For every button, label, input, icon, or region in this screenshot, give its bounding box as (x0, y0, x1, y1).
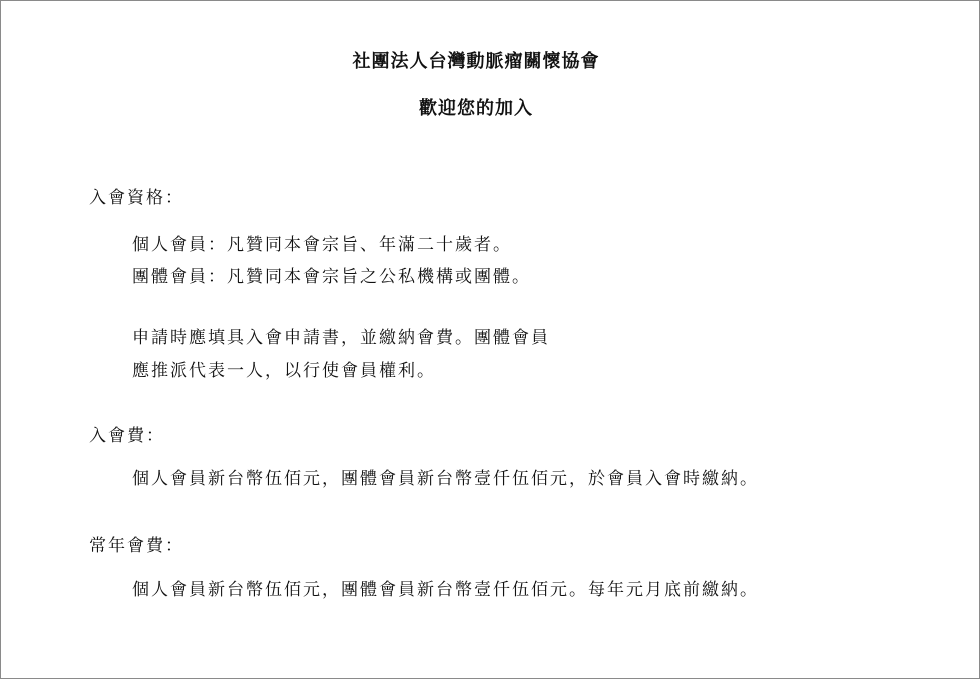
eligibility-line-individual: 個人會員：凡贊同本會宗旨、年滿二十歲者。 (132, 235, 512, 255)
eligibility-line-application: 申請時應填具入會申請書，並繳納會費。團體會員 (132, 328, 550, 348)
eligibility-line-representative: 應推派代表一人，以行使會員權利。 (132, 361, 436, 381)
section-heading-entry-fee: 入會費： (89, 426, 165, 446)
section-heading-eligibility: 入會資格： (89, 188, 184, 208)
entry-fee-line: 個人會員新台幣伍佰元，團體會員新台幣壹仟伍佰元，於會員入會時繳納。 (132, 469, 759, 489)
document-title: 社團法人台灣動脈瘤關懷協會 (352, 51, 600, 72)
eligibility-line-group: 團體會員：凡贊同本會宗旨之公私機構或團體。 (132, 267, 531, 287)
annual-fee-line: 個人會員新台幣伍佰元，團體會員新台幣壹仟伍佰元。每年元月底前繳納。 (132, 580, 759, 600)
section-heading-annual-fee: 常年會費： (89, 536, 184, 556)
document-subtitle: 歡迎您的加入 (419, 98, 533, 119)
